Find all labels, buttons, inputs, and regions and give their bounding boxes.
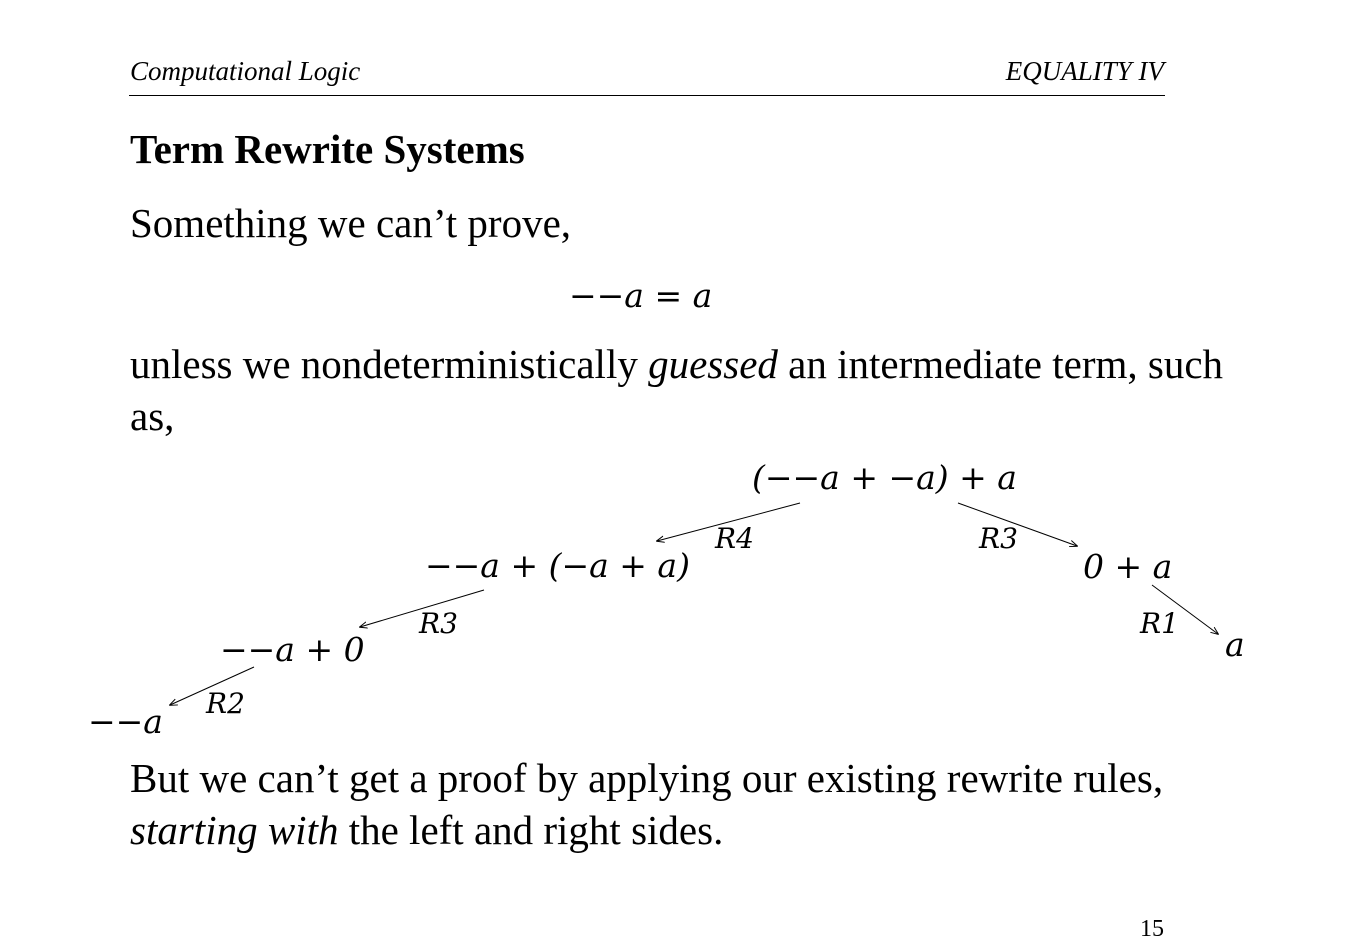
paragraph-conclusion-before: But we can’t get a proof by applying our existing rewrite rules, [130, 755, 1164, 801]
node-root: (−−a + −a) + a [752, 458, 1017, 497]
paragraph-guess-emphasis: guessed [648, 341, 778, 387]
header-course-title: Computational Logic [130, 56, 361, 86]
node-right2: a [1225, 625, 1245, 664]
header-section-title: EQUALITY IV [1005, 56, 1164, 86]
rule-label-r4: R4 [715, 522, 754, 555]
page-number: 15 [1140, 916, 1164, 942]
slide-title: Term Rewrite Systems [130, 126, 525, 172]
rule-label-r3-left: R3 [419, 607, 458, 640]
rule-label-r2: R2 [206, 687, 245, 720]
rule-label-r3-right: R3 [979, 522, 1018, 555]
node-left1: −−a + (−a + a) [425, 546, 690, 585]
equation-text: −−a = a [569, 276, 713, 315]
node-right1: 0 + a [1083, 547, 1173, 586]
paragraph-guess-after: an intermediate term, such as, [130, 341, 1224, 439]
node-left3: −−a [88, 702, 163, 741]
paragraph-conclusion-after: the left and right sides. [338, 807, 724, 853]
rule-label-r1: R1 [1140, 607, 1179, 640]
paragraph-conclusion-emphasis: starting with [130, 807, 339, 853]
node-left2: −−a + 0 [220, 630, 365, 669]
paragraph-guess-before: unless we nondeterministically [130, 341, 649, 387]
intro-text: Something we can’t prove, [130, 200, 572, 246]
paragraph-conclusion [130, 752, 1230, 856]
